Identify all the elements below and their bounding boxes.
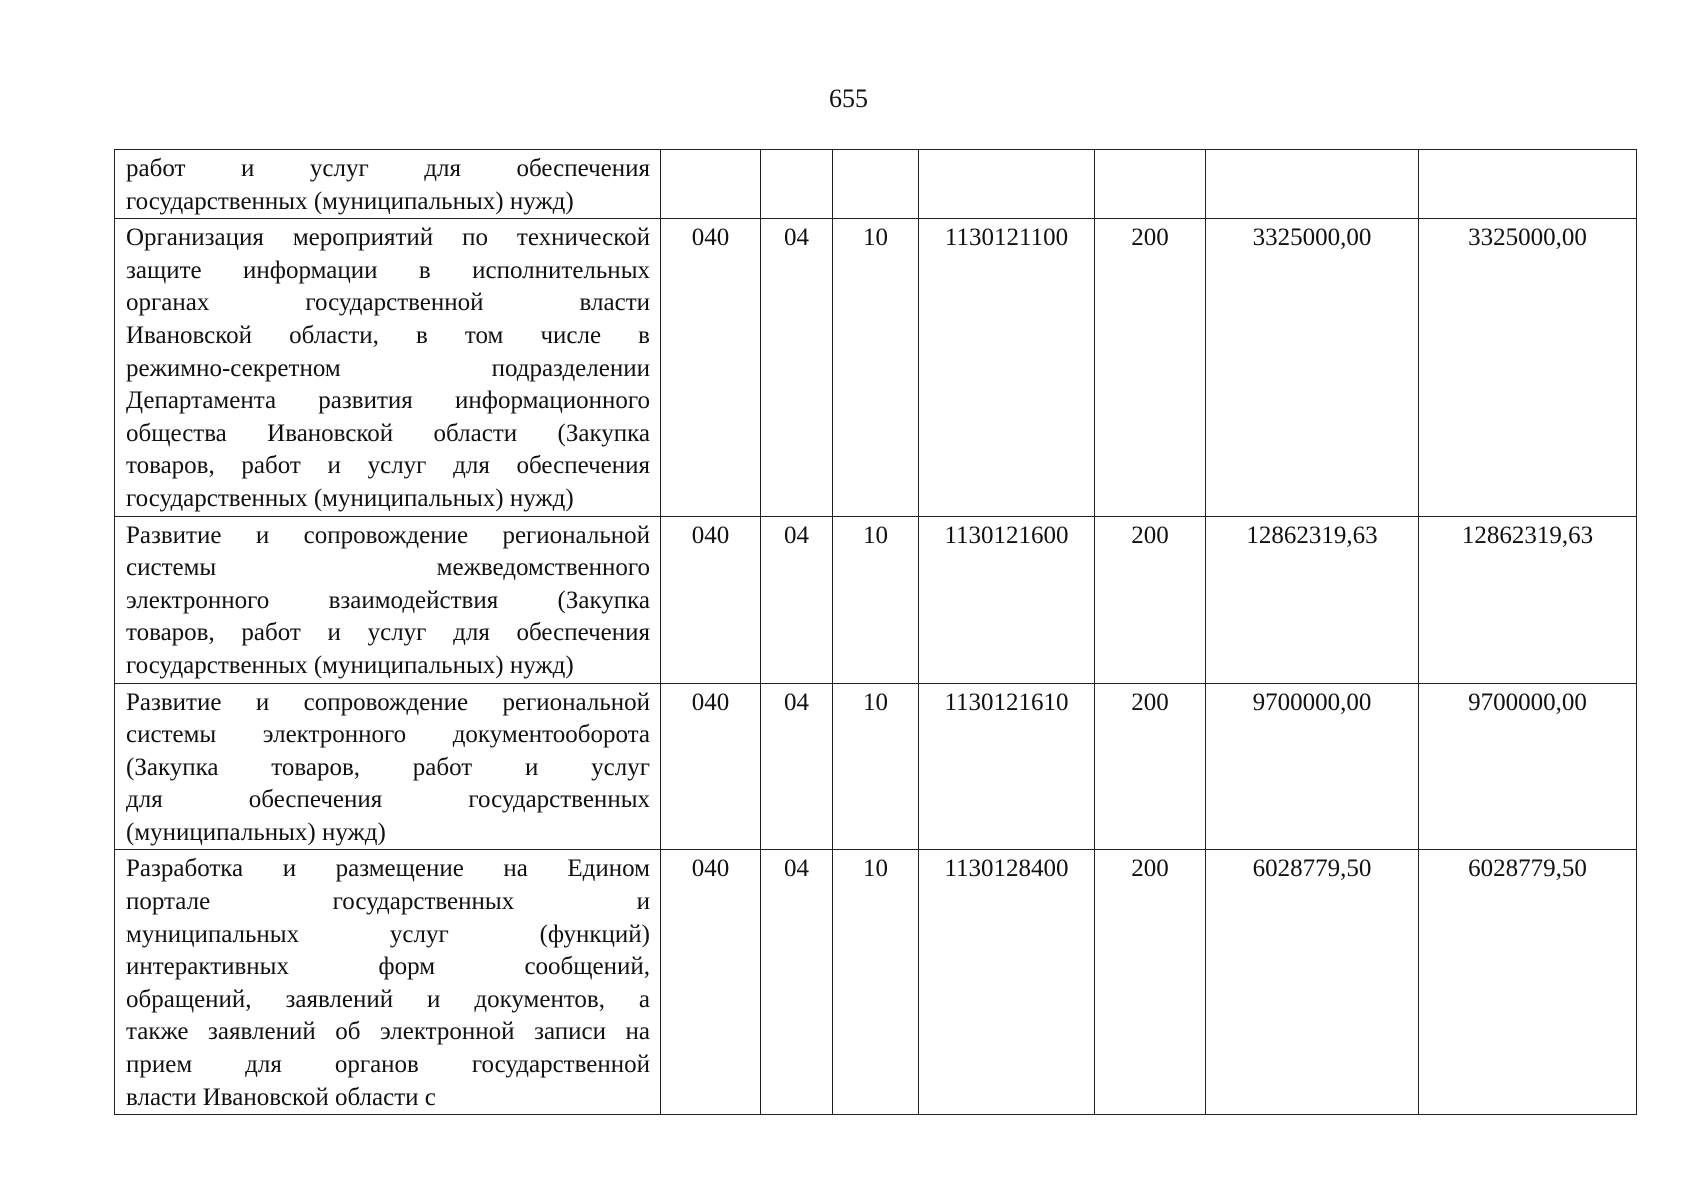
page-number: 655 — [829, 84, 868, 113]
ministry-code-cell: 040 — [661, 850, 761, 1115]
description-line: интерактивных форм сообщений, — [126, 953, 650, 981]
description-line: органах государственной власти — [126, 289, 650, 317]
description-cell — [115, 850, 661, 1115]
amount-cell: 6028779,50 — [1206, 850, 1419, 1115]
description-line: Организация мероприятий по технической — [126, 224, 650, 252]
amount-cell — [1206, 150, 1419, 219]
amount-cell: 9700000,00 — [1206, 683, 1419, 850]
description-line: муниципальных услуг (функций) — [126, 920, 650, 948]
ministry-code-cell: 040 — [661, 683, 761, 850]
expense-type-code-cell — [1095, 150, 1206, 219]
subsection-code-cell — [833, 150, 919, 219]
description-line: (Закупка товаров, работ и услуг — [126, 753, 650, 781]
table-row — [115, 219, 1637, 516]
amount-cell: 3325000,00 — [1419, 219, 1637, 516]
description-line: электронного взаимодействия (Закупка — [126, 586, 650, 614]
description-line: защите информации в исполнительных — [126, 256, 650, 284]
subsection-code-cell: 10 — [833, 516, 919, 683]
description-line: Разработка и размещение на Едином — [126, 855, 650, 883]
description-line: товаров, работ и услуг для обеспечения — [126, 619, 650, 647]
ministry-code-cell: 040 — [661, 516, 761, 683]
section-code-cell: 04 — [761, 683, 833, 850]
description-line: Развитие и сопровождение региональной — [126, 688, 650, 716]
section-code-cell: 04 — [761, 850, 833, 1115]
target-article-code-cell: 1130128400 — [919, 850, 1095, 1115]
description-line: также заявлений об электронной записи на — [126, 1018, 650, 1046]
target-article-code-cell: 1130121610 — [919, 683, 1095, 850]
description-cell — [115, 219, 661, 516]
amount-cell: 3325000,00 — [1206, 219, 1419, 516]
table-row — [115, 516, 1637, 683]
description-line: государственных (муниципальных) нужд) — [126, 484, 574, 512]
description-cell — [115, 683, 661, 850]
target-article-code-cell: 1130121600 — [919, 516, 1095, 683]
description-line: товаров, работ и услуг для обеспечения — [126, 452, 650, 480]
description-line: общества Ивановской области (Закупка — [126, 419, 650, 447]
expense-type-code-cell: 200 — [1095, 683, 1206, 850]
target-article-code-cell — [919, 150, 1095, 219]
description-line: власти Ивановской области с — [126, 1083, 436, 1111]
subsection-code-cell: 10 — [833, 850, 919, 1115]
budget-table-body — [115, 150, 1637, 1115]
subsection-code-cell: 10 — [833, 219, 919, 516]
section-code-cell: 04 — [761, 219, 833, 516]
table-row — [115, 150, 1637, 219]
ministry-code-cell: 040 — [661, 219, 761, 516]
description-cell — [115, 150, 661, 219]
description-line: Ивановской области, в том числе в — [126, 321, 650, 349]
target-article-code-cell: 1130121100 — [919, 219, 1095, 516]
budget-table — [114, 149, 1637, 1115]
description-line: системы межведомственного — [126, 554, 650, 582]
description-line: для обеспечения государственных — [126, 786, 650, 814]
description-line: прием для органов государственной — [126, 1051, 650, 1079]
description-line: режимно-секретном подразделении — [126, 354, 650, 382]
description-line: системы электронного документооборота — [126, 721, 650, 749]
description-line: работ и услуг для обеспечения — [126, 155, 650, 182]
expense-type-code-cell: 200 — [1095, 850, 1206, 1115]
amount-cell: 9700000,00 — [1419, 683, 1637, 850]
description-line: (муниципальных) нужд) — [126, 818, 386, 846]
description-cell — [115, 516, 661, 683]
expense-type-code-cell: 200 — [1095, 219, 1206, 516]
amount-cell: 12862319,63 — [1206, 516, 1419, 683]
amount-cell — [1419, 150, 1637, 219]
amount-cell: 6028779,50 — [1419, 850, 1637, 1115]
table-row — [115, 850, 1637, 1115]
ministry-code-cell — [661, 150, 761, 219]
expense-type-code-cell: 200 — [1095, 516, 1206, 683]
description-line: государственных (муниципальных) нужд) — [126, 187, 574, 215]
subsection-code-cell: 10 — [833, 683, 919, 850]
amount-cell: 12862319,63 — [1419, 516, 1637, 683]
description-line: портале государственных и — [126, 888, 650, 916]
description-line: Развитие и сопровождение региональной — [126, 521, 650, 549]
table-row — [115, 683, 1637, 850]
description-line: государственных (муниципальных) нужд) — [126, 651, 574, 679]
section-code-cell: 04 — [761, 516, 833, 683]
description-line: обращений, заявлений и документов, а — [126, 985, 650, 1013]
description-line: Департамента развития информационного — [126, 387, 650, 415]
section-code-cell — [761, 150, 833, 219]
